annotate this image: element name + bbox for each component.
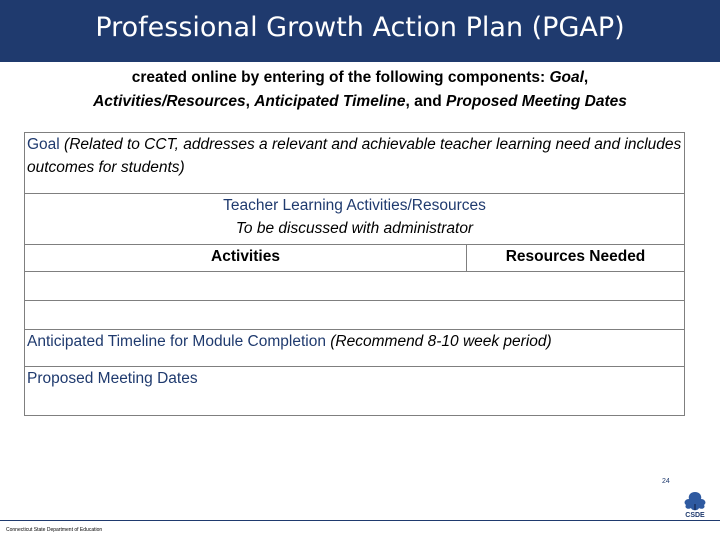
pgap-table [24, 132, 685, 416]
intro-meeting: Proposed Meeting Dates [446, 93, 627, 110]
timeline-row [25, 330, 685, 367]
intro-text [20, 66, 700, 114]
intro-and: , and [405, 93, 447, 110]
intro-prefix: created online by entering of the following components: [131, 69, 550, 86]
page-number: 24 [662, 478, 670, 485]
meeting-label: Proposed Meeting Dates [27, 370, 198, 387]
timeline-note: (Recommend 8-10 week period) [325, 333, 552, 350]
goal-description: (Related to CCT, addresses a relevant and achievable teacher learning need and includes outcomes for students) [27, 136, 682, 176]
activities-subtitle: To be discussed with administrator [235, 220, 474, 237]
activity-row [25, 272, 685, 301]
activity-row [25, 301, 685, 330]
meeting-cell[interactable] [25, 367, 685, 416]
activity-entry-cell[interactable] [25, 272, 685, 301]
intro-activities: Activities/Resources [93, 93, 246, 110]
intro-comma-2: , [245, 93, 255, 110]
activity-entry-cell[interactable] [25, 301, 685, 330]
intro-comma: , [583, 69, 589, 86]
goal-cell[interactable] [25, 133, 685, 194]
logo-text: CSDE [685, 512, 705, 518]
goal-label: Goal [27, 136, 60, 153]
meeting-row [25, 367, 685, 416]
csde-logo [680, 490, 710, 518]
header-bar [0, 0, 720, 62]
activities-header-cell [25, 194, 685, 245]
timeline-label: Anticipated Timeline for Module Completion [27, 333, 326, 350]
footer-agency: Connecticut State Department of Education [6, 527, 103, 533]
col-resources-header: Resources Needed [467, 245, 685, 272]
intro-goal: Goal [549, 69, 584, 86]
col-activities-header: Activities [25, 245, 467, 272]
goal-row [25, 133, 685, 194]
activities-title: Teacher Learning Activities/Resources [223, 197, 486, 214]
page-title: Professional Growth Action Plan (PGAP) [95, 12, 625, 43]
intro-timeline: Anticipated Timeline [254, 93, 406, 110]
timeline-cell[interactable] [25, 330, 685, 367]
footer-divider [0, 520, 720, 521]
column-headers-row [25, 245, 685, 272]
activities-header-row [25, 194, 685, 245]
